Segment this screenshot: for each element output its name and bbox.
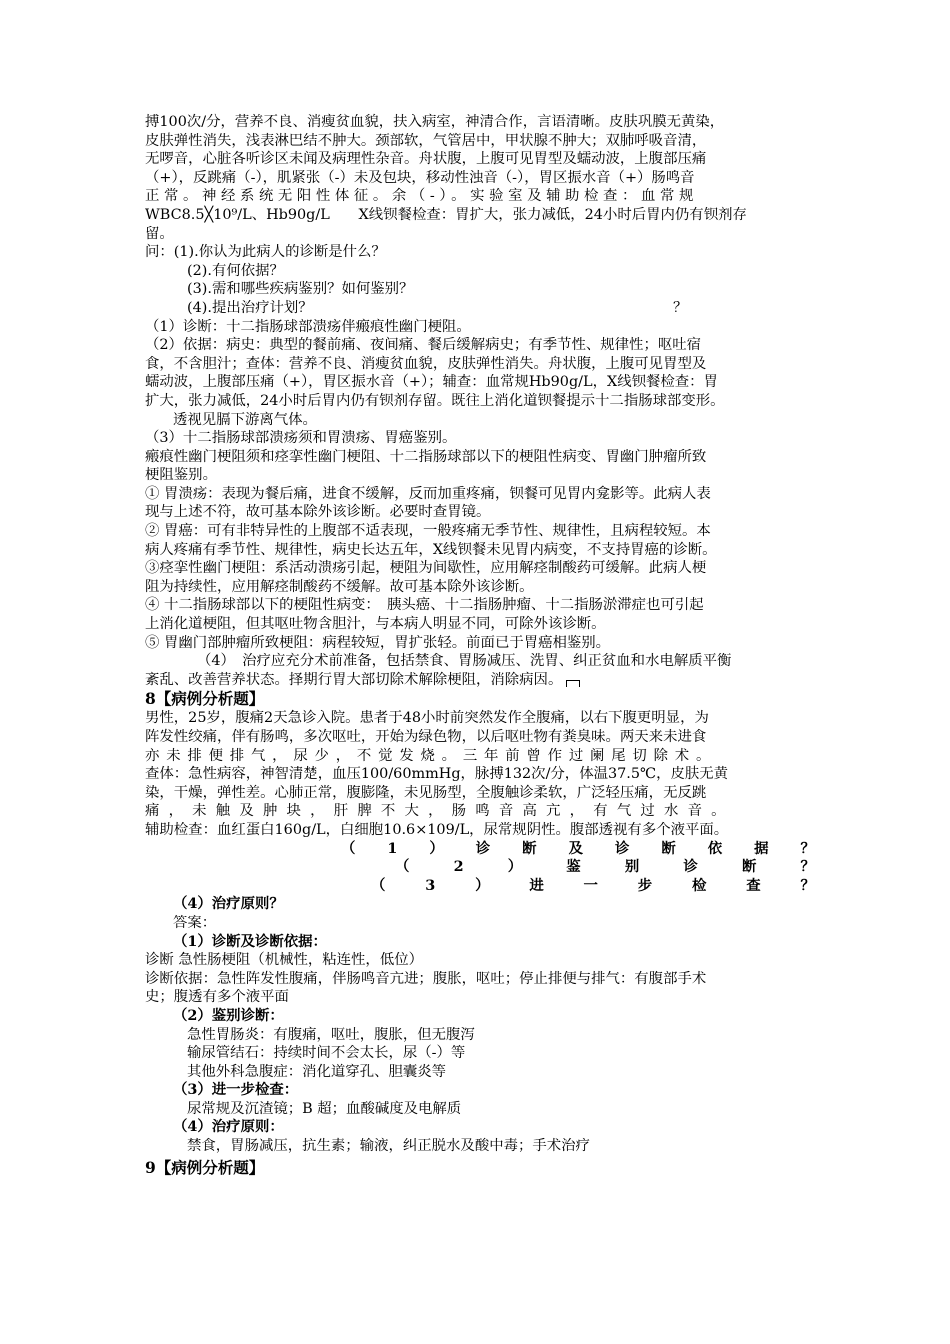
answer-line: 诊断 急性肠梗阻（机械性，粘连性，低位） — [145, 952, 423, 969]
answer-section-title: （4）治疗原则： — [173, 1118, 284, 1136]
exam-line: （+），反跳痛（-），肌紧张（-）未及包块，移动性浊音（-），胃区振水音（+）肠鸣音 — [145, 169, 695, 186]
q-char: ） — [507, 858, 523, 876]
question-text: (4).提出治疗计划？ — [187, 299, 313, 316]
question-3 — [145, 877, 815, 896]
question-line — [145, 299, 815, 318]
answer-line: 瘢痕性幽门梗阻须和痉挛性幽门梗阻、十二指肠球部以下的梗阻性病变、胃幽门肿瘤所致 — [145, 448, 707, 465]
q-char: ？ — [800, 858, 815, 876]
question-4: （4）治疗原则？ — [173, 895, 284, 913]
answer-line: 上消化道梗阻，但其呕吐物含胆汁，与本病人明显不同，可除外该诊断。 — [145, 616, 606, 633]
answer-line: 现与上述不符，故可基本除外该诊断。必要时查胃镜。 — [145, 504, 491, 521]
q-char: 鉴 — [566, 858, 581, 876]
answer-line: 急性胃肠炎：有腹痛，呕吐，腹胀，但无腹泻 — [187, 1026, 475, 1043]
history-line: 阵发性绞痛，伴有肠鸣，多次呕吐，开始为绿色物，以后呕吐物有粪臭味。两天来未进食 — [145, 729, 707, 745]
q-char: 1 — [387, 839, 398, 857]
q-char: 断 — [661, 839, 676, 857]
answer-line: ⑤ 胃幽门部肿瘤所致梗阻：病程较短，胃扩张轻。前面已于胃癌相鉴别。 — [145, 634, 611, 651]
q-char: 进 — [529, 876, 544, 894]
answer-line — [145, 671, 815, 690]
q-char: （ — [341, 839, 356, 857]
history-line: 亦未排便排气，尿少，不觉发烧。三年前曾作过阑尾切除术。 — [145, 747, 718, 764]
answer-line: 诊断依据：急性阵发性腹痛，伴肠鸣音亢进；腹胀，呕吐；停止排便与排气：有腹部手术 — [145, 970, 707, 987]
q-char: 一 — [583, 876, 598, 894]
q-char: 别 — [624, 858, 640, 876]
q-char: 断 — [522, 839, 537, 857]
answer-line: 蠕动波，上腹部压痛（+），胃区振水音（+）；辅查：血常规Hb90g/L，X线钡餐检查：胃 — [145, 374, 718, 391]
question-1 — [145, 840, 815, 859]
history-line: 男性，25岁，腹痛2天急诊入院。患者于48小时前突然发作全腹痛，以右下腹更明显，为 — [145, 710, 709, 727]
answer-line: 其他外科急腹症：消化道穿孔、胆囊炎等 — [187, 1063, 447, 1080]
answer-line: （3）十二指肠球部溃疡须和胃溃疡、胃癌鉴别。 — [145, 430, 457, 447]
answer-line: ② 胃癌：可有非特异性的上腹部不适表现，一般疼痛无季节性、规律性，且病程较短。本 — [145, 523, 711, 540]
exam-line: 搏100次/分，营养不良、消瘦贫血貌，扶入病室，神清合作，言语清晰。皮肤巩膜无黄染， — [145, 114, 725, 130]
q-char: 步 — [637, 876, 653, 894]
q-char: ？ — [800, 839, 815, 857]
q-char: 诊 — [683, 858, 698, 876]
q-char: 诊 — [614, 839, 630, 857]
exam-line: 留。 — [145, 225, 174, 242]
answer-line: （1）诊断：十二指肠球部溃疡伴瘢痕性幽门梗阻。 — [145, 318, 471, 335]
q-char: ） — [475, 876, 490, 894]
answer-line: 阻为持续性，应用解痉制酸药不缓解。故可基本除外该诊断。 — [145, 578, 534, 595]
q-char: ？ — [800, 876, 815, 894]
q-char: 2 — [453, 858, 464, 876]
answer-line: （2）依据：病史：典型的餐前痛、夜间痛、餐后缓解病史；有季节性、规律性；呕吐宿 — [145, 337, 702, 354]
answer-line: （4） 治疗应充分术前准备，包括禁食、胃肠减压、洗胃、纠正贫血和水电解质平衡 — [197, 653, 732, 670]
case-heading: 8【病例分析题】 — [145, 689, 265, 709]
answer-line: 史；腹透有多个液平面 — [145, 989, 289, 1006]
answer-text: 紊乱、改善营养状态。择期行胃大部切除术解除梗阻，消除病因。 — [145, 671, 563, 688]
history-line: 痛，未触及肿块，肝脾不大，肠鸣音高亢，有气过水音。 — [145, 803, 735, 820]
answer-line: ③痉挛性幽门梗阻：系活动溃疡引起，梗阻为间歇性，应用解痉制酸药可缓解。此病人梗 — [145, 560, 707, 577]
q-char: 诊 — [475, 839, 491, 857]
q-char: 检 — [692, 876, 707, 894]
answer-line: 扩大，张力减低，24小时后胃内仍有钡剂存留。既往上消化道钡餐提示十二指肠球部变形。 — [145, 392, 725, 409]
q-char: 据 — [754, 839, 769, 857]
text-cursor-icon — [566, 680, 580, 687]
exam-line: 皮肤弹性消失，浅表淋巴结不肿大。颈部软，气管居中，甲状腺不肿大；双肺呼吸音清， — [145, 132, 707, 149]
history-line: 辅助检查：血红蛋白160g/L，白细胞10.6×109/L，尿常规阴性。腹部透视有多个液平面。 — [145, 821, 729, 838]
answer-line: 梗阻鉴别。 — [145, 467, 217, 484]
answer-section-title: （1）诊断及诊断依据： — [173, 932, 327, 950]
exam-line: 正常。神经系统无阳性体征。余（-）。实验室及辅助检查：血常规 — [145, 188, 698, 205]
answer-line: ④ 十二指肠球部以下的梗阻性病变： 胰头癌、十二指肠肿瘤、十二指肠淤滞症也可引起 — [145, 597, 704, 614]
question-line: (3).需和哪些疾病鉴别？如何鉴别？ — [187, 281, 414, 298]
case-heading: 9【病例分析题】 — [145, 1157, 265, 1177]
answer-line: 输尿管结石：持续时间不会太长，尿（-）等 — [187, 1045, 466, 1062]
answer-section-title: （2）鉴别诊断： — [173, 1006, 284, 1024]
q-char: 及 — [568, 839, 583, 857]
answer-section-title: （3）进一步检查： — [173, 1081, 299, 1099]
answer-line: 禁食，胃肠减压，抗生素；输液，纠正脱水及酸中毒；手术治疗 — [187, 1138, 590, 1155]
answer-line: ① 胃溃疡：表现为餐后痛，进食不缓解，反而加重疼痛，钡餐可见胃内龛影等。此病人表 — [145, 485, 711, 502]
q-char: ） — [429, 839, 444, 857]
question-line: (2).有何依据？ — [187, 262, 284, 279]
question-line: 问：(1).你认为此病人的诊断是什么？ — [145, 244, 386, 261]
question-mark: ？ — [673, 299, 688, 316]
document-page — [145, 113, 815, 1178]
history-line: 查体：急性病容，神智清楚，血压100/60mmHg，脉搏132次/分，体温37.5℃，皮肤无黄 — [145, 766, 729, 783]
q-char: （ — [371, 876, 386, 894]
q-char: 依 — [707, 839, 723, 857]
exam-line: 无啰音，心脏各听诊区未闻及病理性杂音。舟状腹，上腹可见胃型及蠕动波，上腹部压痛 — [145, 151, 707, 168]
answer-line: 病人疼痛有季节性、规律性，病史长达五年，X线钡餐未见胃内病变，不支持胃癌的诊断。 — [145, 541, 717, 558]
q-char: 查 — [746, 876, 761, 894]
answer-label: 答案： — [173, 914, 217, 931]
answer-line: 食，不含胆汁；查体：营养不良、消瘦贫血貌，皮肤弹性消失。舟状腹，上腹可见胃型及 — [145, 355, 707, 372]
answer-line: 透视见膈下游离气体。 — [173, 411, 317, 428]
q-char: 断 — [741, 858, 757, 876]
q-char: 3 — [425, 876, 436, 894]
history-line: 染，干燥，弹性差。心肺正常，腹膨隆，未见肠型，全腹触诊柔软，广泛轻压痛，无反跳 — [145, 784, 707, 801]
answer-line: 尿常规及沉渣镜；B 超；血酸碱度及电解质 — [187, 1100, 462, 1117]
question-2 — [145, 858, 815, 877]
exam-line: WBC8.5╳10⁹/L、Hb90g/L X线钡餐检查：胃扩大，张力减低，24小时后胃内仍有钡剂存 — [145, 206, 747, 223]
q-char: （ — [395, 858, 410, 876]
